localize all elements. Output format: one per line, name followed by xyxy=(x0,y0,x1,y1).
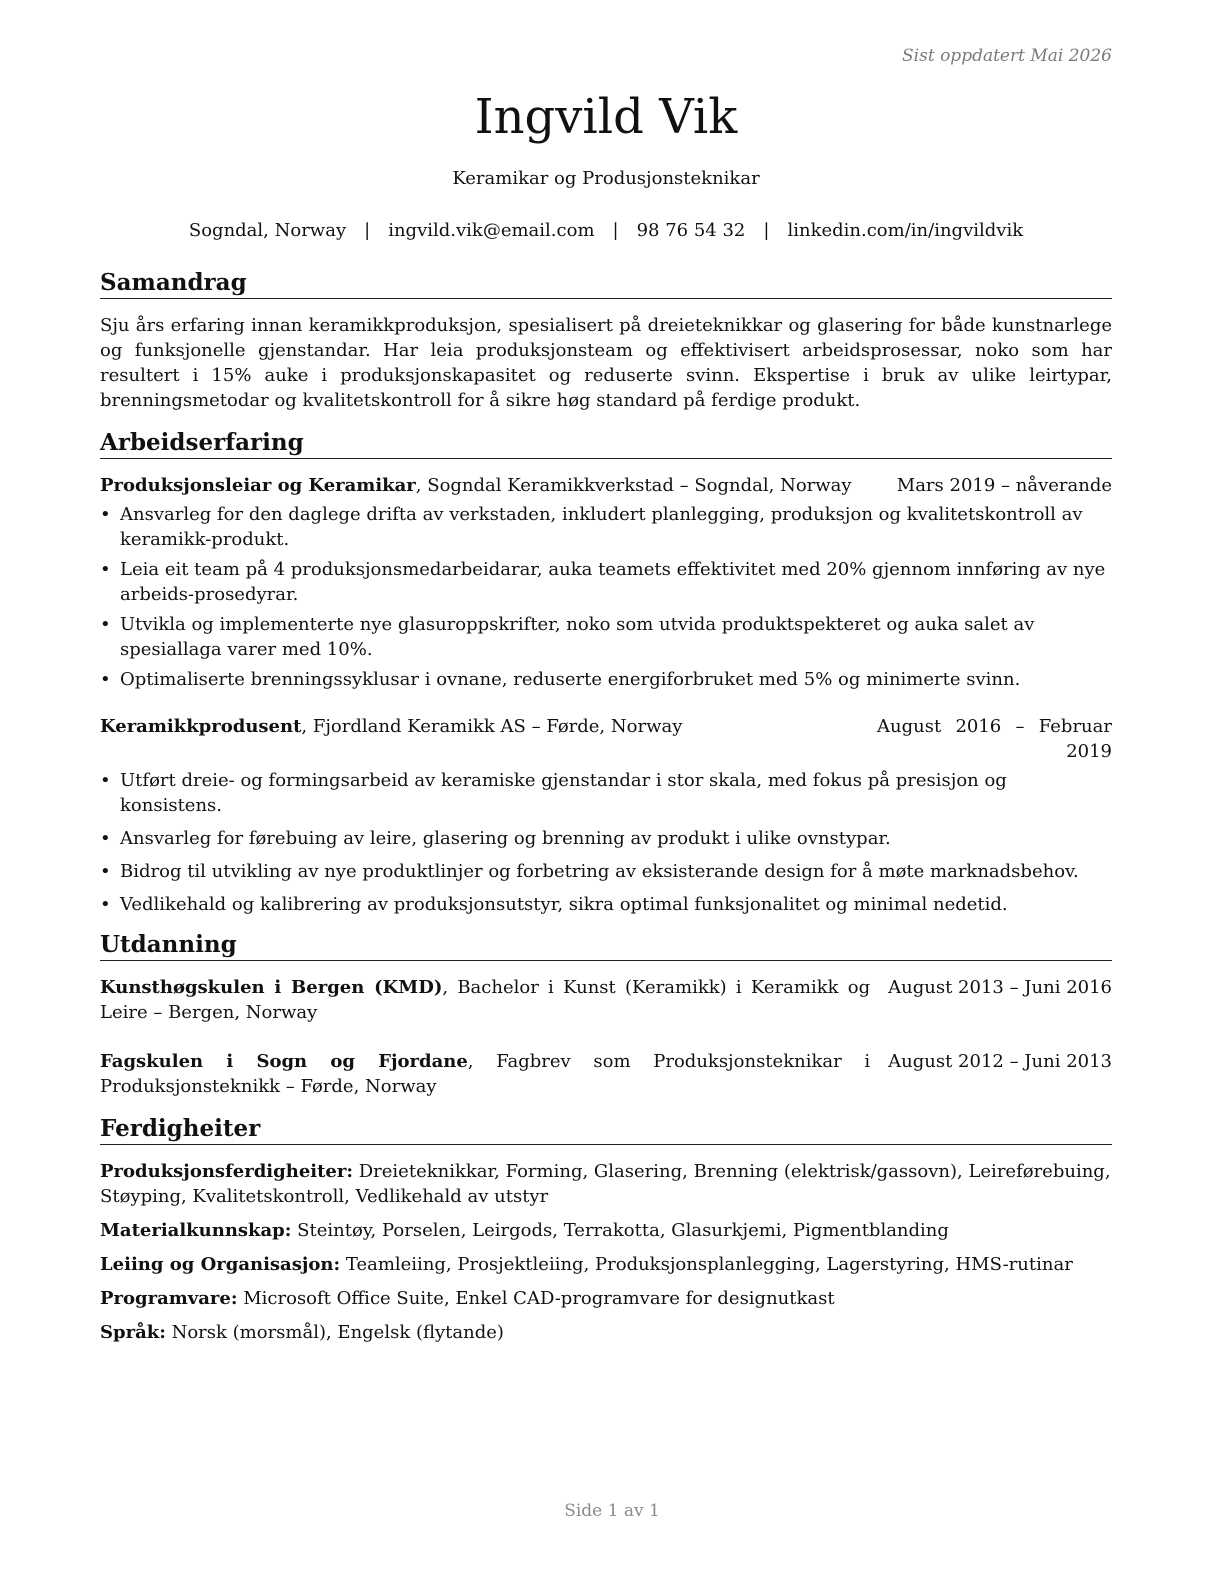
section-heading-education: Utdanning xyxy=(100,931,1112,961)
skill-value: Microsoft Office Suite, Enkel CAD-programvare for designutkast xyxy=(237,1288,835,1309)
skill-row xyxy=(100,1320,1112,1345)
list-item: • Optimaliserte brenningssyklusar i ovnane, reduserte energiforbruket med 5% og minimerte svinn. xyxy=(120,667,1112,692)
education-entry xyxy=(100,1049,1112,1099)
job-bullets xyxy=(100,502,1112,692)
education-entry xyxy=(100,975,1112,1025)
candidate-title: Keramikar og Produsjonsteknikar xyxy=(452,168,760,189)
skill-row xyxy=(100,1159,1112,1209)
list-item: • Utført dreie- og formingsarbeid av keramiske gjenstandar i stor skala, med fokus på presisjon og konsistens. xyxy=(120,768,1112,818)
skill-value: Teamleiing, Prosjektleiing, Produksjonsplanlegging, Lagerstyring, HMS-rutinar xyxy=(340,1254,1073,1275)
job-header xyxy=(100,714,1112,764)
contact-location: Sogndal, Norway xyxy=(188,220,347,241)
skill-label: Materialkunnskap: xyxy=(100,1220,292,1241)
list-item: • Leia eit team på 4 produksjonsmedarbeidarar, auka teamets effektivitet med 20% gjennom innføring av nye arbeids-prosedyrar. xyxy=(120,557,1112,607)
job-company: , Fjordland Keramikk AS – Førde, Norway xyxy=(301,716,683,737)
resume-body xyxy=(100,86,1112,1345)
skill-row xyxy=(100,1252,1112,1277)
page-number: Side 1 av 1 xyxy=(564,1501,660,1521)
list-item: • Utvikla og implementerte nye glasuroppskrifter, noko som utvida produktspekteret og auka salet av spesiallaga varer med 10%. xyxy=(120,612,1112,662)
job-entry xyxy=(100,473,1112,692)
summary-text: Sju års erfaring innan keramikkproduksjon, spesialisert på dreieteknikkar og glasering for både kunstnarlege og funksjonelle gjenstandar. Har leia produksjonsteam og effektivisert arbeidsprosessar, noko som har resultert i 15% auke i produksjonskapasitet og reduserte svinn. Ekspertise i bruk av ulike leirtypar, brenningsmetodar og kvalitetskontroll for å sikre høg standard på ferdige produkt. xyxy=(100,315,1112,411)
education-detail: , Bachelor i Kunst (Keramikk) i Keramikk og Leire – Bergen, Norway xyxy=(100,977,871,1023)
job-role: Keramikkprodusent xyxy=(100,716,302,737)
skill-row xyxy=(100,1218,1112,1243)
list-item: • Ansvarleg for førebuing av leire, glasering og brenning av produkt i ulike ovnstypar. xyxy=(120,826,1112,851)
job-dates: August 2016 – Februar 2019 xyxy=(877,716,1112,762)
job-header xyxy=(100,473,1112,498)
summary-section xyxy=(100,269,1112,413)
skill-value: Steintøy, Porselen, Leirgods, Terrakotta, Glasurkjemi, Pigmentblanding xyxy=(291,1220,949,1241)
experience-section xyxy=(100,429,1112,917)
section-heading-skills: Ferdigheiter xyxy=(100,1115,1112,1145)
section-heading-experience: Arbeidserfaring xyxy=(100,429,1112,459)
education-section xyxy=(100,931,1112,1099)
last-updated-note: Sist oppdatert Mai 2026 xyxy=(902,46,1112,66)
skills-section xyxy=(100,1115,1112,1345)
skill-row xyxy=(100,1286,1112,1311)
education-dates: August 2012 – Juni 2013 xyxy=(888,1051,1112,1072)
skill-label: Produksjonsferdigheiter: xyxy=(100,1161,354,1182)
job-entry xyxy=(100,714,1112,917)
list-item: • Vedlikehald og kalibrering av produksjonsutstyr, sikra optimal funksjonalitet og minimal nedetid. xyxy=(120,892,1112,917)
job-bullets xyxy=(100,768,1112,917)
contact-separator: | xyxy=(763,220,770,241)
contact-separator: | xyxy=(612,220,619,241)
contact-separator: | xyxy=(364,220,371,241)
education-school: Fagskulen i Sogn og Fjordane xyxy=(100,1051,468,1072)
education-school: Kunsthøgskulen i Bergen (KMD) xyxy=(100,977,443,998)
contact-line xyxy=(100,218,1112,243)
job-company: , Sogndal Keramikkverkstad – Sogndal, Norway xyxy=(415,475,852,496)
list-item: • Ansvarleg for den daglege drifta av verkstaden, inkludert planlegging, produksjon og kvalitetskontroll av keramikk-produkt. xyxy=(120,502,1112,552)
job-role: Produksjonsleiar og Keramikar xyxy=(100,475,416,496)
education-detail: , Fagbrev som Produksjonsteknikar i Produksjonsteknikk – Førde, Norway xyxy=(100,1051,871,1097)
list-item: • Bidrog til utvikling av nye produktlinjer og forbetring av eksisterande design for å møte marknadsbehov. xyxy=(120,859,1112,884)
skill-label: Leiing og Organisasjon: xyxy=(100,1254,341,1275)
job-dates: Mars 2019 – nåverande xyxy=(896,475,1112,496)
skill-value: Dreieteknikkar, Forming, Glasering, Brenning (elektrisk/gassovn), Leireførebuing, Støyping, Kvalitetskontroll, Vedlikehald av utstyr xyxy=(100,1161,1111,1207)
skill-value: Norsk (morsmål), Engelsk (flytande) xyxy=(165,1322,504,1343)
contact-linkedin[interactable]: linkedin.com/in/ingvildvik xyxy=(787,220,1024,241)
candidate-name: Ingvild Vik xyxy=(474,89,738,145)
contact-email[interactable]: ingvild.vik@email.com xyxy=(388,220,595,241)
skill-label: Språk: xyxy=(100,1322,166,1343)
skill-label: Programvare: xyxy=(100,1288,238,1309)
contact-phone: 98 76 54 32 xyxy=(636,220,746,241)
section-heading-summary: Samandrag xyxy=(100,269,1112,299)
education-dates: August 2013 – Juni 2016 xyxy=(888,977,1112,998)
